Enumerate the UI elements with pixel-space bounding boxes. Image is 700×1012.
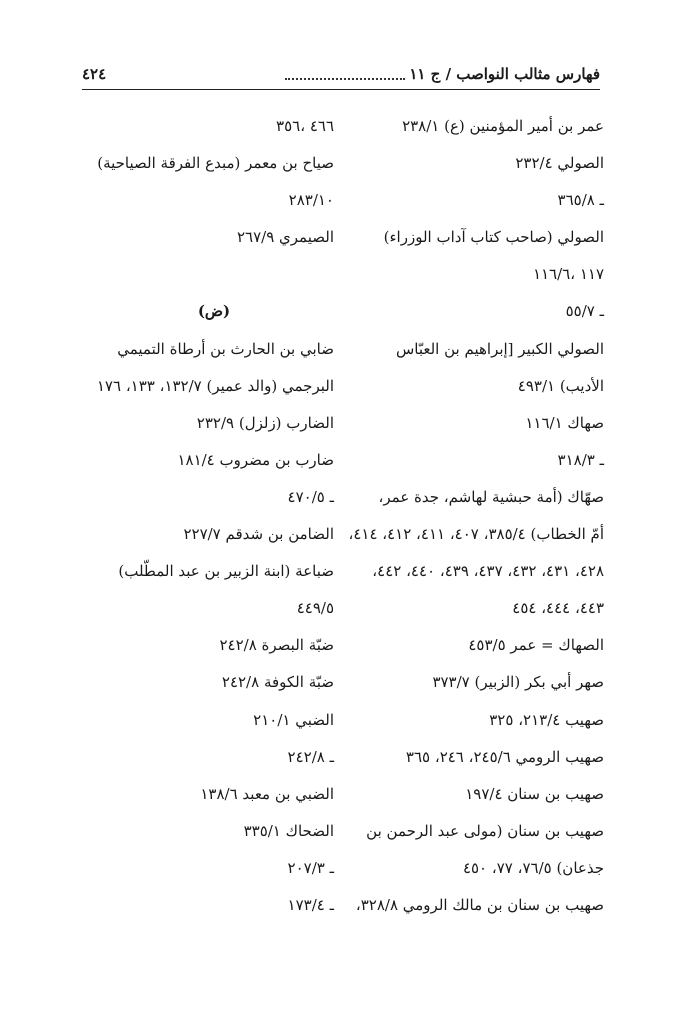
index-entry-line: صهيب ٢١٣/٤، ٣٢٥ <box>489 710 604 729</box>
index-entry-line: ضبّة البصرة ٢٤٢/٨ <box>219 636 334 655</box>
index-entry-line: الأديب) ٤٩٣/١ <box>517 376 604 395</box>
index-entry-line: ـ ٢٠٧/٣ <box>287 858 334 877</box>
index-entry-line: ٤٤٩/٥ <box>296 599 334 618</box>
index-entry-line: ـ ٣١٨/٣ <box>557 450 604 469</box>
index-entry-line: الضبي بن معبد ١٣٨/٦ <box>200 784 334 803</box>
index-entry-line: الصولي ٢٣٢/٤ <box>515 154 604 173</box>
index-entry-line: ضابي بن الحارث بن أرطاة التميمي <box>117 339 334 358</box>
index-entry-line: ضارب بن مضروب ١٨١/٤ <box>177 450 334 469</box>
index-entry-line: ٢٨٣/١٠ <box>288 191 334 210</box>
index-entry-line: ضبّة الكوفة ٢٤٢/٨ <box>221 673 334 692</box>
index-entry-line: ٤٦٦ ،٣٥٦ <box>276 117 334 135</box>
index-entry-line: البرجمي (والد عمير) ١٣٢/٧، ١٣٣، ١٧٦ <box>96 376 334 395</box>
page-header <box>82 62 600 86</box>
index-column-left <box>94 108 334 924</box>
index-entry-line: ضباعة (ابنة الزبير بن عبد المطّلب) <box>118 562 334 581</box>
index-entry-line <box>94 256 334 293</box>
index-entry-line: صهّاك (أمة حبشية لهاشم، جدة عمر، <box>378 487 604 506</box>
index-entry-line: ١١٧ ،١١٦/٦ <box>532 265 604 284</box>
index-entry-line: الضبي ٢١٠/١ <box>253 710 334 729</box>
header-rule <box>82 89 600 90</box>
index-entry-line: ـ ٥٥/٧ <box>565 302 604 321</box>
page-number: ٤٢٤ <box>82 65 107 83</box>
index-entry-line: الصولي الكبير [إبراهيم بن العبّاس <box>395 339 604 358</box>
index-entry-line: الضحاك ٣٣٥/١ <box>243 821 334 840</box>
index-entry-line: صهيب بن سنان (مولى عبد الرحمن بن <box>366 821 604 840</box>
index-entry-line: الصولي (صاحب كتاب آداب الوزراء) <box>383 228 604 247</box>
index-entry-line: الضامن بن شدقم ٢٢٧/٧ <box>183 525 334 544</box>
index-entry-line: جذعان) ٧٦/٥، ٧٧، ٤٥٠ <box>462 858 604 877</box>
index-entry-line: ـ ١٧٣/٤ <box>287 895 334 914</box>
index-entry-line: صهيب بن سنان بن مالك الرومي ٣٢٨/٨، <box>355 895 604 914</box>
section-letter-heading: (ض) <box>197 302 231 321</box>
index-entry-line: أمّ الخطاب) ٣٨٥/٤، ٤٠٧، ٤١١، ٤١٢، ٤١٤، <box>348 525 604 544</box>
index-entry-line: ٤٤٣، ٤٤٤، ٤٥٤ <box>512 599 604 618</box>
index-entry-line: صهيب بن سنان ١٩٧/٤ <box>465 784 604 803</box>
index-entry-line: عمر بن أمير المؤمنين (ع) ٢٣٨/١ <box>402 117 604 135</box>
index-entry-line: صهيب الرومي ٢٤٥/٦، ٢٤٦، ٣٦٥ <box>405 747 604 766</box>
dotted-leader <box>285 68 405 80</box>
index-entry-line: الصهاك = عمر ٤٥٣/٥ <box>468 636 604 655</box>
index-entry-line: الضارب (زلزل) ٢٣٢/٩ <box>196 413 334 432</box>
index-entry-line: ٤٢٨، ٤٣١، ٤٣٢، ٤٣٧، ٤٣٩، ٤٤٠، ٤٤٢، <box>372 562 604 581</box>
index-entry-line: صهر أبي بكر (الزبير) ٣٧٣/٧ <box>432 673 604 692</box>
index-column-right <box>348 108 604 924</box>
running-title <box>285 65 600 83</box>
index-entry-line: الصيمري ٢٦٧/٩ <box>236 228 334 247</box>
index-entry-line: ـ ٣٦٥/٨ <box>557 191 604 210</box>
index-entry-line: ـ ٤٧٠/٥ <box>287 487 334 506</box>
index-entry-line: ـ ٢٤٢/٨ <box>287 747 334 766</box>
index-entry-line: صهاك ١١٦/١ <box>525 413 604 432</box>
running-title-text: فهارس مثالب النواصب / ج ١١ <box>409 65 600 83</box>
index-entry-line: صياح بن معمر (مبدع الفرقة الصياحية) <box>97 154 334 173</box>
